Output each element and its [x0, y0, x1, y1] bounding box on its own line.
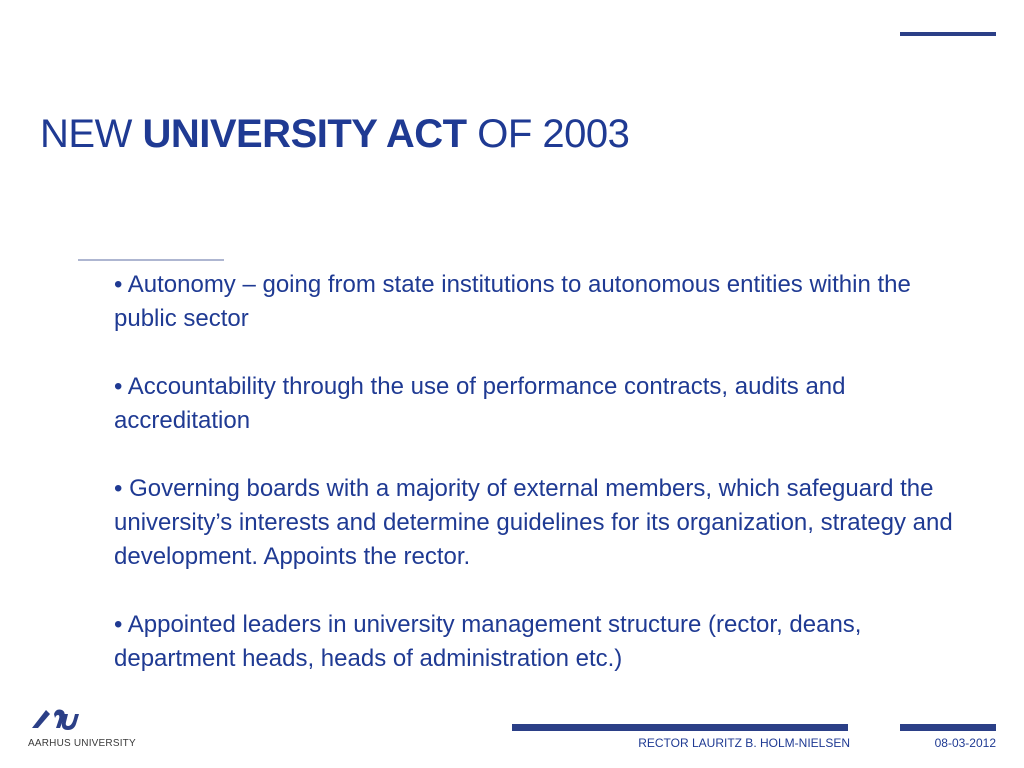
bullet-list — [114, 268, 974, 676]
bullet-item-governing-boards: • Governing boards with a majority of external members, which safeguard the university’s interests and determine guidelines for its organization, strategy and development. Appoints the rector. — [114, 475, 953, 570]
university-logo — [28, 704, 148, 754]
title-emphasis: UNIVERSITY ACT — [142, 112, 467, 156]
top-right-rule — [900, 32, 996, 36]
bullet-item-appointed-leaders: • Appointed leaders in university management structure (rector, deans, department heads, heads of administration etc.) — [114, 611, 862, 672]
content-divider — [78, 259, 224, 261]
footer-presenter: RECTOR LAURITZ B. HOLM-NIELSEN — [638, 736, 850, 750]
logo-text: AARHUS UNIVERSITY — [28, 738, 136, 749]
slide-title — [40, 110, 629, 158]
bullet-item-accountability: • Accountability through the use of performance contracts, audits and accreditation — [114, 373, 846, 434]
footer-bar-right — [900, 724, 996, 731]
footer-date: 08-03-2012 — [934, 736, 996, 750]
footer-bar-left — [512, 724, 848, 731]
title-prefix: NEW — [40, 112, 143, 156]
title-suffix: OF 2003 — [466, 112, 630, 156]
aarhus-university-logo-icon — [28, 704, 88, 732]
bullet-item-autonomy: • Autonomy – going from state institutions to autonomous entities within the public sector — [114, 271, 911, 332]
